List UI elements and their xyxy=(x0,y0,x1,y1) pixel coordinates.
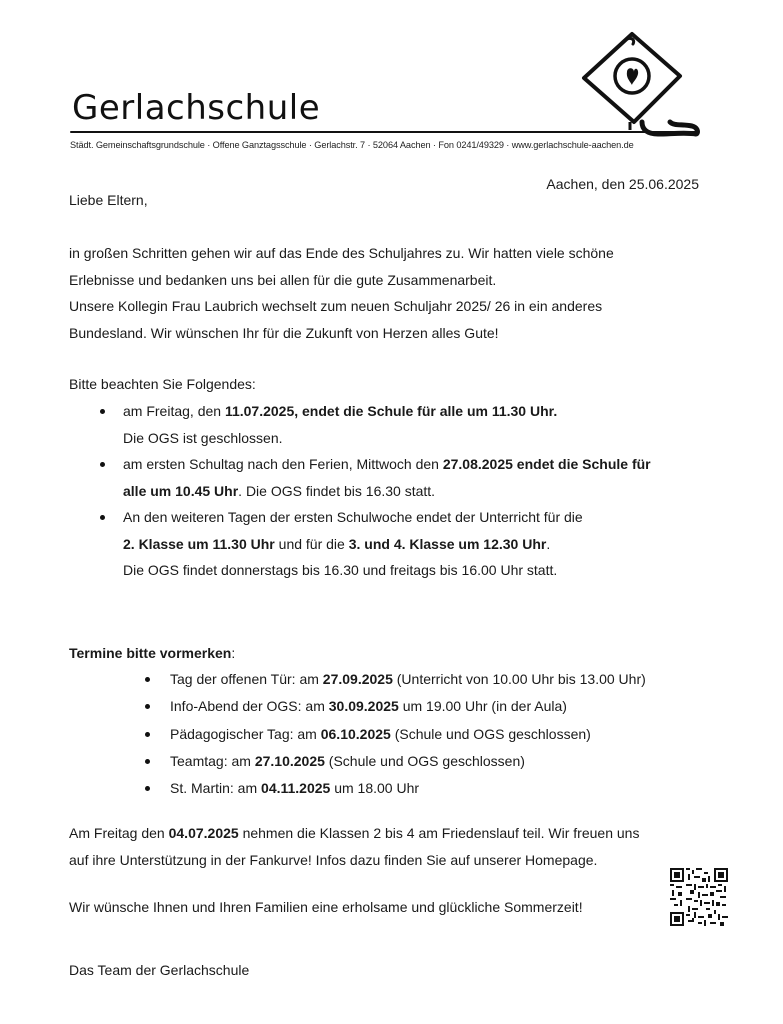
greeting: Liebe Eltern, xyxy=(69,192,148,208)
termine-heading-colon: : xyxy=(231,645,236,661)
termin-label: Tag der offenen Tür: am xyxy=(170,671,323,687)
termin-detail: (Schule und OGS geschlossen) xyxy=(324,752,525,769)
letter-date: Aachen, den 25.06.2025 xyxy=(546,176,699,192)
termin-label: Teamtag: am xyxy=(170,752,255,769)
intro-line: in großen Schritten gehen wir auf das Ende des Schuljahres zu. Wir hatten viele schöne xyxy=(69,245,614,261)
friedenslauf-date: 04.07.2025 xyxy=(168,825,239,841)
intro-paragraph xyxy=(69,240,709,346)
list-item xyxy=(69,748,646,775)
notice-text: . Die OGS findet bis 16.30 statt. xyxy=(238,482,436,499)
notice-intro: Bitte beachten Sie Folgendes: xyxy=(69,376,256,392)
letterhead-subline: Städt. Gemeinschaftsgrundschule · Offene Ganztagsschule · Gerlachstr. 7 · 52064 Aachen · Fon 0241/49329 · www.gerlachschule-aachen.de xyxy=(70,140,634,150)
termin-detail: (Schule und OGS geschlossen) xyxy=(390,725,591,742)
intro-line: Bundesland. Wir wünschen Ihr für die Zukunft von Herzen alles Gute! xyxy=(69,324,499,341)
notice-text: Die OGS findet donnerstags bis 16.30 und freitags bis 16.00 Uhr statt. xyxy=(123,562,558,578)
termin-detail: um 18.00 Uhr xyxy=(330,780,420,797)
notice-text: An den weiteren Tagen der ersten Schulwoche endet der Unterricht für die xyxy=(123,509,583,525)
termin-label: St. Martin: am xyxy=(170,780,262,797)
school-house-logo-icon xyxy=(578,30,702,140)
friedenslauf-line: auf ihre Unterstützung in der Fankurve! Infos dazu finden Sie auf unserer Homepage. xyxy=(69,851,598,868)
qr-code-icon xyxy=(670,868,728,926)
termin-label: Pädagogischer Tag: am xyxy=(170,725,321,742)
notice-text: und für die xyxy=(274,535,349,552)
notice-bold: alle um 10.45 Uhr xyxy=(123,482,239,499)
list-item xyxy=(69,721,646,748)
list-item xyxy=(69,451,709,504)
termin-date: 06.10.2025 xyxy=(320,725,391,742)
termin-date: 27.09.2025 xyxy=(322,671,393,687)
list-item xyxy=(69,693,646,720)
notice-bold: 3. und 4. Klasse um 12.30 Uhr xyxy=(348,535,547,552)
list-item xyxy=(69,504,709,584)
termine-heading xyxy=(69,640,235,667)
signature: Das Team der Gerlachschule xyxy=(69,962,250,978)
termin-detail: um 19.00 Uhr (in der Aula) xyxy=(398,698,567,715)
list-item xyxy=(69,398,709,451)
notice-bold: 2. Klasse um 11.30 Uhr xyxy=(123,535,275,552)
friedenslauf-paragraph xyxy=(69,820,639,873)
notice-text: Die OGS ist geschlossen. xyxy=(123,429,283,446)
friedenslauf-line xyxy=(69,820,639,847)
intro-line: Erlebnisse und bedanken uns bei allen für die gute Zusammenarbeit. xyxy=(69,271,497,288)
list-item xyxy=(69,666,646,693)
intro-line: Unsere Kollegin Frau Laubrich wechselt zum neuen Schuljahr 2025/ 26 in ein anderes xyxy=(69,298,603,314)
termin-detail: (Unterricht von 10.00 Uhr bis 13.00 Uhr) xyxy=(392,671,646,687)
notice-bold: 27.08.2025 endet die Schule für xyxy=(442,456,651,472)
termin-date: 04.11.2025 xyxy=(261,780,331,797)
notice-text: . xyxy=(546,535,551,552)
notice-text: am ersten Schultag nach den Ferien, Mittwoch den xyxy=(123,456,443,472)
list-item xyxy=(69,775,646,802)
summer-wish: Wir wünsche Ihnen und Ihren Familien eine erholsame und glückliche Sommerzeit! xyxy=(69,899,583,915)
termin-date: 30.09.2025 xyxy=(328,698,399,715)
termine-heading-text: Termine bitte vormerken xyxy=(69,645,232,661)
notice-list xyxy=(69,398,709,584)
school-name: Gerlachschule xyxy=(72,88,321,128)
termin-date: 27.10.2025 xyxy=(254,752,325,769)
notice-text: am Freitag, den xyxy=(123,403,225,419)
termine-list xyxy=(69,666,646,802)
friedenslauf-text: Am Freitag den xyxy=(69,825,169,841)
friedenslauf-text: nehmen die Klassen 2 bis 4 am Friedenslauf teil. Wir freuen uns xyxy=(238,825,640,841)
termin-label: Info-Abend der OGS: am xyxy=(170,698,329,715)
notice-bold: 11.07.2025, endet die Schule für alle um 11.30 Uhr. xyxy=(224,403,558,419)
